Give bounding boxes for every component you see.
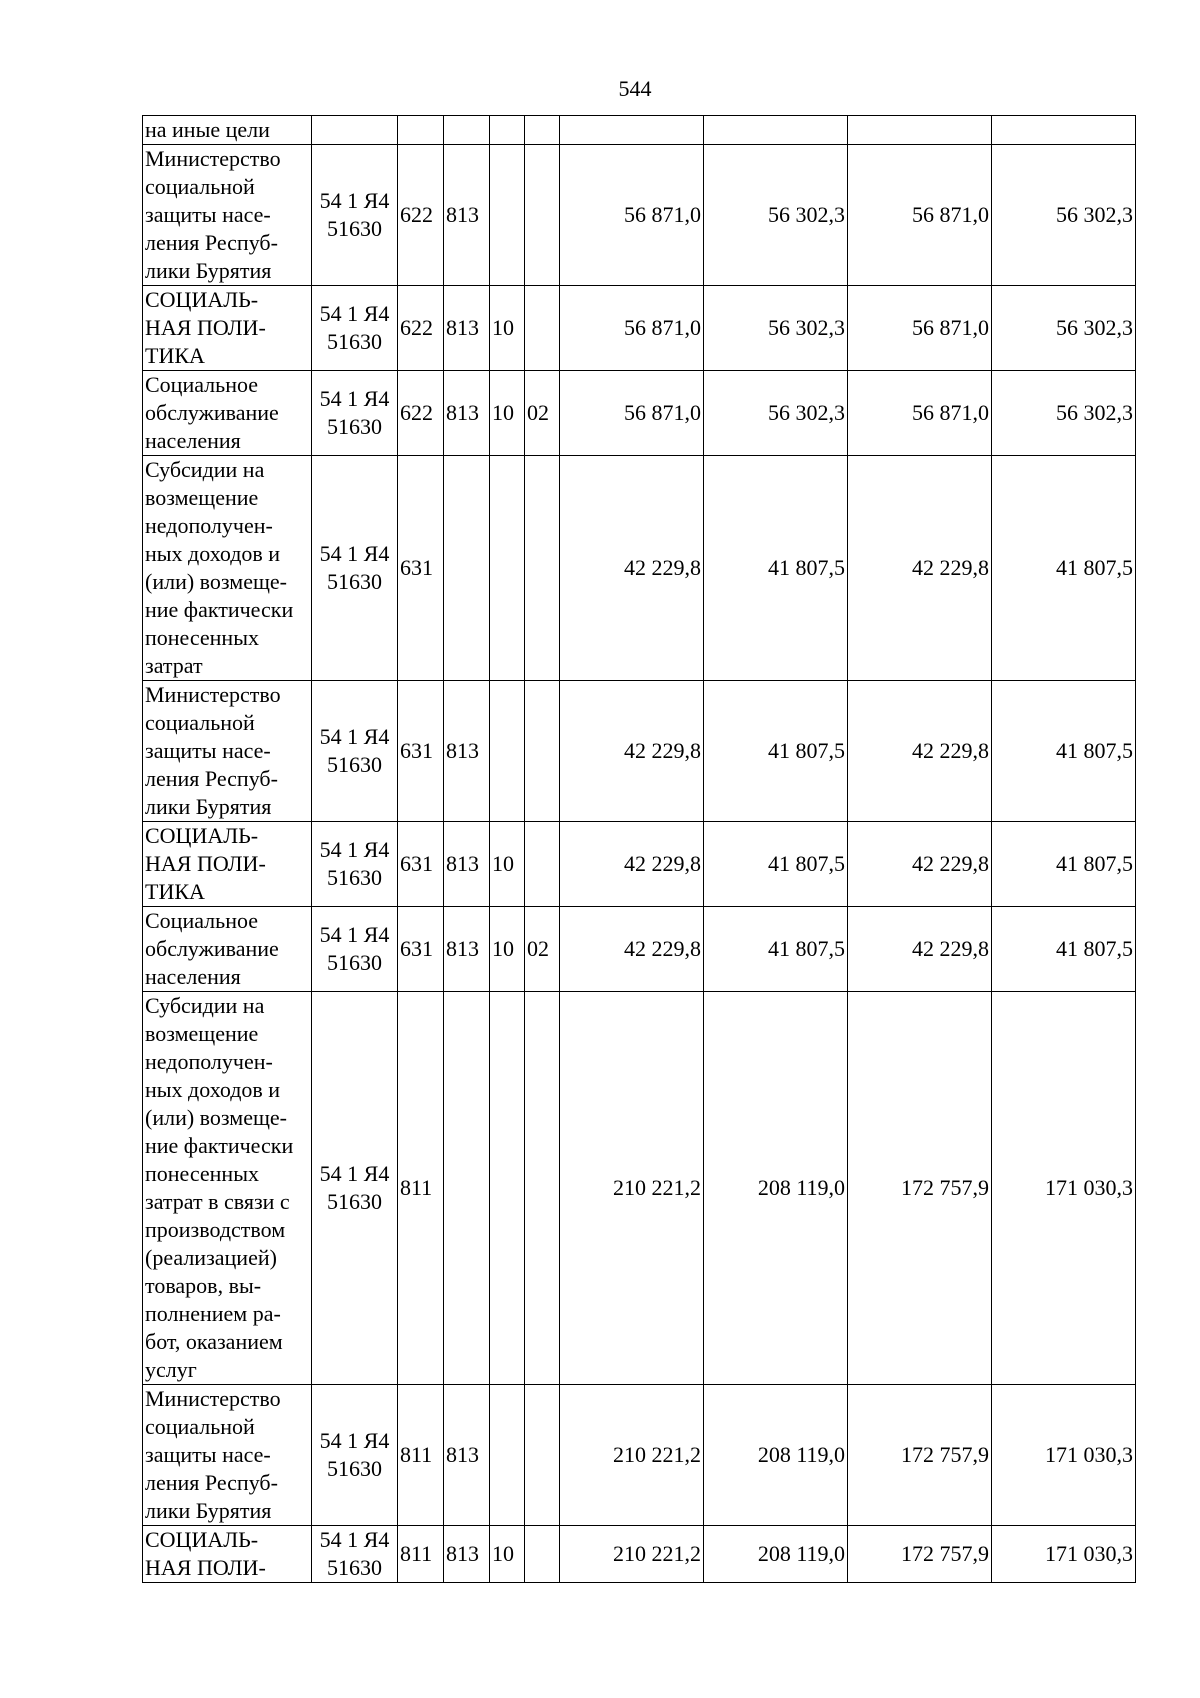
- cell-ministry-code: [444, 456, 490, 681]
- cell-amount-4: 41 807,5: [992, 907, 1136, 992]
- cell-amount-2: 208 119,0: [704, 1385, 848, 1526]
- cell-name-line: обслуживание: [145, 936, 279, 961]
- cell-name-line: (или) возмеще-: [145, 1105, 288, 1130]
- table-row: [143, 371, 1136, 456]
- cell-name-line: возмещение: [145, 1021, 259, 1046]
- cell-target-article-line: 54 1 Я4: [319, 1161, 390, 1186]
- cell-ministry-code: [444, 116, 490, 145]
- cell-subsection: [525, 1526, 560, 1583]
- cell-amount-3: 172 757,9: [848, 992, 992, 1385]
- cell-name-line: Министерство: [145, 1386, 281, 1411]
- cell-ministry-code: 813: [444, 907, 490, 992]
- cell-amount-4: 41 807,5: [992, 681, 1136, 822]
- cell-target-article-line: 51630: [327, 569, 382, 594]
- cell-name-line: населения: [145, 964, 241, 989]
- cell-subsection: 02: [525, 371, 560, 456]
- cell-name-line: защиты насе-: [145, 202, 271, 227]
- cell-name-line: ных доходов и: [145, 541, 281, 566]
- cell-ministry-code: 813: [444, 1526, 490, 1583]
- cell-amount-2: 56 302,3: [704, 286, 848, 371]
- cell-name-line: НАЯ ПОЛИ-: [145, 1555, 266, 1580]
- cell-name-line: услуг: [145, 1357, 197, 1382]
- table-row: [143, 145, 1136, 286]
- cell-target-article-line: 51630: [327, 414, 382, 439]
- cell-amount-4: 56 302,3: [992, 286, 1136, 371]
- cell-amount-3: 42 229,8: [848, 907, 992, 992]
- cell-target-article-line: 51630: [327, 752, 382, 777]
- cell-name-line: защиты насе-: [145, 1442, 271, 1467]
- cell-amount-1: 210 221,2: [560, 1385, 704, 1526]
- cell-target-article-line: 54 1 Я4: [319, 724, 390, 749]
- cell-ministry-code: 813: [444, 681, 490, 822]
- table-row: [143, 116, 1136, 145]
- cell-target-article: [312, 371, 398, 456]
- cell-target-article-line: 54 1 Я4: [319, 922, 390, 947]
- cell-name-line: обслуживание: [145, 400, 279, 425]
- cell-name-line: СОЦИАЛЬ-: [145, 287, 259, 312]
- cell-name: [143, 1526, 312, 1583]
- cell-amount-4: 56 302,3: [992, 371, 1136, 456]
- cell-subsection: [525, 822, 560, 907]
- cell-name-line: Социальное: [145, 908, 258, 933]
- cell-name-line: бот, оказанием: [145, 1329, 283, 1354]
- cell-amount-4: [992, 116, 1136, 145]
- cell-ministry-code: 813: [444, 1385, 490, 1526]
- cell-subsection: 02: [525, 907, 560, 992]
- cell-name-line: Социальное: [145, 372, 258, 397]
- cell-name-line: (или) возмеще-: [145, 569, 288, 594]
- cell-subsection: [525, 456, 560, 681]
- cell-name-line: лики Бурятия: [145, 258, 272, 283]
- cell-subsection: [525, 681, 560, 822]
- table-row: [143, 907, 1136, 992]
- cell-section: [490, 116, 525, 145]
- cell-name-line: Министерство: [145, 682, 281, 707]
- cell-amount-2: [704, 116, 848, 145]
- cell-amount-3: 56 871,0: [848, 286, 992, 371]
- cell-name-line: социальной: [145, 1414, 255, 1439]
- cell-name-line: защиты насе-: [145, 738, 271, 763]
- cell-name-line: возмещение: [145, 485, 259, 510]
- cell-name-line: лики Бурятия: [145, 1498, 272, 1523]
- cell-target-article-line: 54 1 Я4: [319, 188, 390, 213]
- cell-name-line: населения: [145, 428, 241, 453]
- cell-amount-1: 42 229,8: [560, 907, 704, 992]
- cell-section: 10: [490, 822, 525, 907]
- cell-amount-1: 210 221,2: [560, 1526, 704, 1583]
- cell-name: [143, 116, 312, 145]
- cell-expense-type: 631: [398, 907, 444, 992]
- cell-name-line: полнением ра-: [145, 1301, 281, 1326]
- cell-section: 10: [490, 907, 525, 992]
- table-row: [143, 456, 1136, 681]
- cell-target-article: [312, 145, 398, 286]
- cell-name-line: Министерство: [145, 146, 281, 171]
- cell-amount-2: 208 119,0: [704, 992, 848, 1385]
- cell-amount-3: 56 871,0: [848, 371, 992, 456]
- cell-target-article-line: 54 1 Я4: [319, 386, 390, 411]
- cell-name: [143, 992, 312, 1385]
- cell-name-line: лики Бурятия: [145, 794, 272, 819]
- cell-name-line: недополучен-: [145, 513, 273, 538]
- table-row: [143, 681, 1136, 822]
- table-body: [143, 116, 1136, 1583]
- cell-name-line: ления Респуб-: [145, 766, 278, 791]
- cell-expense-type: 811: [398, 992, 444, 1385]
- cell-name-line: социальной: [145, 710, 255, 735]
- cell-target-article-line: 54 1 Я4: [319, 541, 390, 566]
- cell-amount-1: 56 871,0: [560, 145, 704, 286]
- cell-expense-type: 811: [398, 1385, 444, 1526]
- cell-amount-2: 41 807,5: [704, 822, 848, 907]
- cell-section: [490, 992, 525, 1385]
- table-row: [143, 286, 1136, 371]
- cell-name-line: производством: [145, 1217, 286, 1242]
- cell-ministry-code: 813: [444, 145, 490, 286]
- cell-expense-type: 622: [398, 286, 444, 371]
- cell-expense-type: 631: [398, 822, 444, 907]
- cell-amount-4: 171 030,3: [992, 992, 1136, 1385]
- cell-name: [143, 371, 312, 456]
- cell-section: [490, 1385, 525, 1526]
- cell-name-line: ных доходов и: [145, 1077, 281, 1102]
- cell-expense-type: 622: [398, 371, 444, 456]
- cell-target-article-line: 51630: [327, 865, 382, 890]
- cell-target-article: [312, 1526, 398, 1583]
- cell-target-article: [312, 907, 398, 992]
- cell-amount-3: 56 871,0: [848, 145, 992, 286]
- cell-amount-4: 41 807,5: [992, 456, 1136, 681]
- cell-expense-type: [398, 116, 444, 145]
- cell-name: [143, 1385, 312, 1526]
- cell-amount-2: 208 119,0: [704, 1526, 848, 1583]
- cell-name-line: СОЦИАЛЬ-: [145, 823, 259, 848]
- cell-name-line: ТИКА: [145, 343, 205, 368]
- cell-name-line: (реализацией): [145, 1245, 277, 1270]
- cell-target-article: [312, 681, 398, 822]
- cell-amount-3: 42 229,8: [848, 822, 992, 907]
- cell-amount-1: [560, 116, 704, 145]
- cell-expense-type: 622: [398, 145, 444, 286]
- cell-amount-1: 56 871,0: [560, 286, 704, 371]
- cell-name-line: понесенных: [145, 625, 259, 650]
- cell-name: [143, 286, 312, 371]
- cell-section: [490, 145, 525, 286]
- cell-name-line: затрат в связи с: [145, 1189, 290, 1214]
- cell-name-line: понесенных: [145, 1161, 259, 1186]
- cell-target-article: [312, 1385, 398, 1526]
- cell-target-article: [312, 456, 398, 681]
- cell-amount-2: 41 807,5: [704, 907, 848, 992]
- cell-name-line: ления Респуб-: [145, 1470, 278, 1495]
- cell-name-line: ние фактически: [145, 1133, 294, 1158]
- cell-amount-4: 56 302,3: [992, 145, 1136, 286]
- cell-target-article-line: 54 1 Я4: [319, 1428, 390, 1453]
- cell-ministry-code: 813: [444, 286, 490, 371]
- cell-expense-type: 631: [398, 456, 444, 681]
- cell-amount-2: 56 302,3: [704, 371, 848, 456]
- cell-name-line: СОЦИАЛЬ-: [145, 1527, 259, 1552]
- cell-name-line: на иные цели: [145, 117, 270, 142]
- cell-amount-3: 42 229,8: [848, 456, 992, 681]
- cell-name-line: Субсидии на: [145, 457, 265, 482]
- cell-name-line: НАЯ ПОЛИ-: [145, 851, 266, 876]
- cell-target-article: [312, 822, 398, 907]
- table-row: [143, 1385, 1136, 1526]
- cell-subsection: [525, 286, 560, 371]
- table-row: [143, 992, 1136, 1385]
- cell-expense-type: 811: [398, 1526, 444, 1583]
- cell-subsection: [525, 1385, 560, 1526]
- cell-amount-1: 210 221,2: [560, 992, 704, 1385]
- cell-name-line: Субсидии на: [145, 993, 265, 1018]
- cell-amount-3: 172 757,9: [848, 1526, 992, 1583]
- cell-name: [143, 681, 312, 822]
- cell-amount-4: 171 030,3: [992, 1385, 1136, 1526]
- cell-name-line: затрат: [145, 653, 203, 678]
- cell-name: [143, 456, 312, 681]
- cell-name-line: недополучен-: [145, 1049, 273, 1074]
- cell-amount-1: 56 871,0: [560, 371, 704, 456]
- cell-section: 10: [490, 371, 525, 456]
- cell-target-article-line: 51630: [327, 1456, 382, 1481]
- cell-name-line: НАЯ ПОЛИ-: [145, 315, 266, 340]
- cell-amount-2: 41 807,5: [704, 456, 848, 681]
- cell-name-line: ние фактически: [145, 597, 294, 622]
- cell-ministry-code: [444, 992, 490, 1385]
- cell-name-line: социальной: [145, 174, 255, 199]
- cell-amount-3: [848, 116, 992, 145]
- cell-name: [143, 822, 312, 907]
- cell-name-line: ления Респуб-: [145, 230, 278, 255]
- cell-subsection: [525, 145, 560, 286]
- cell-section: 10: [490, 1526, 525, 1583]
- cell-target-article-line: 51630: [327, 329, 382, 354]
- cell-amount-4: 171 030,3: [992, 1526, 1136, 1583]
- cell-amount-3: 42 229,8: [848, 681, 992, 822]
- cell-name: [143, 907, 312, 992]
- cell-amount-1: 42 229,8: [560, 456, 704, 681]
- budget-table: [142, 115, 1136, 1583]
- cell-amount-2: 41 807,5: [704, 681, 848, 822]
- cell-subsection: [525, 116, 560, 145]
- cell-target-article-line: 51630: [327, 1555, 382, 1580]
- cell-target-article: [312, 286, 398, 371]
- cell-amount-4: 41 807,5: [992, 822, 1136, 907]
- cell-target-article-line: 54 1 Я4: [319, 1527, 390, 1552]
- cell-name-line: ТИКА: [145, 879, 205, 904]
- cell-amount-1: 42 229,8: [560, 822, 704, 907]
- table-row: [143, 822, 1136, 907]
- cell-target-article: [312, 116, 398, 145]
- cell-section: [490, 681, 525, 822]
- cell-ministry-code: 813: [444, 371, 490, 456]
- cell-expense-type: 631: [398, 681, 444, 822]
- cell-target-article-line: 51630: [327, 216, 382, 241]
- cell-target-article-line: 51630: [327, 1189, 382, 1214]
- cell-subsection: [525, 992, 560, 1385]
- cell-amount-3: 172 757,9: [848, 1385, 992, 1526]
- cell-name-line: товаров, вы-: [145, 1273, 262, 1298]
- page-number: 544: [618, 76, 652, 101]
- cell-target-article-line: 51630: [327, 950, 382, 975]
- cell-target-article-line: 54 1 Я4: [319, 837, 390, 862]
- cell-section: 10: [490, 286, 525, 371]
- cell-section: [490, 456, 525, 681]
- table-row: [143, 1526, 1136, 1583]
- cell-target-article: [312, 992, 398, 1385]
- cell-amount-2: 56 302,3: [704, 145, 848, 286]
- cell-name: [143, 145, 312, 286]
- cell-amount-1: 42 229,8: [560, 681, 704, 822]
- cell-ministry-code: 813: [444, 822, 490, 907]
- cell-target-article-line: 54 1 Я4: [319, 301, 390, 326]
